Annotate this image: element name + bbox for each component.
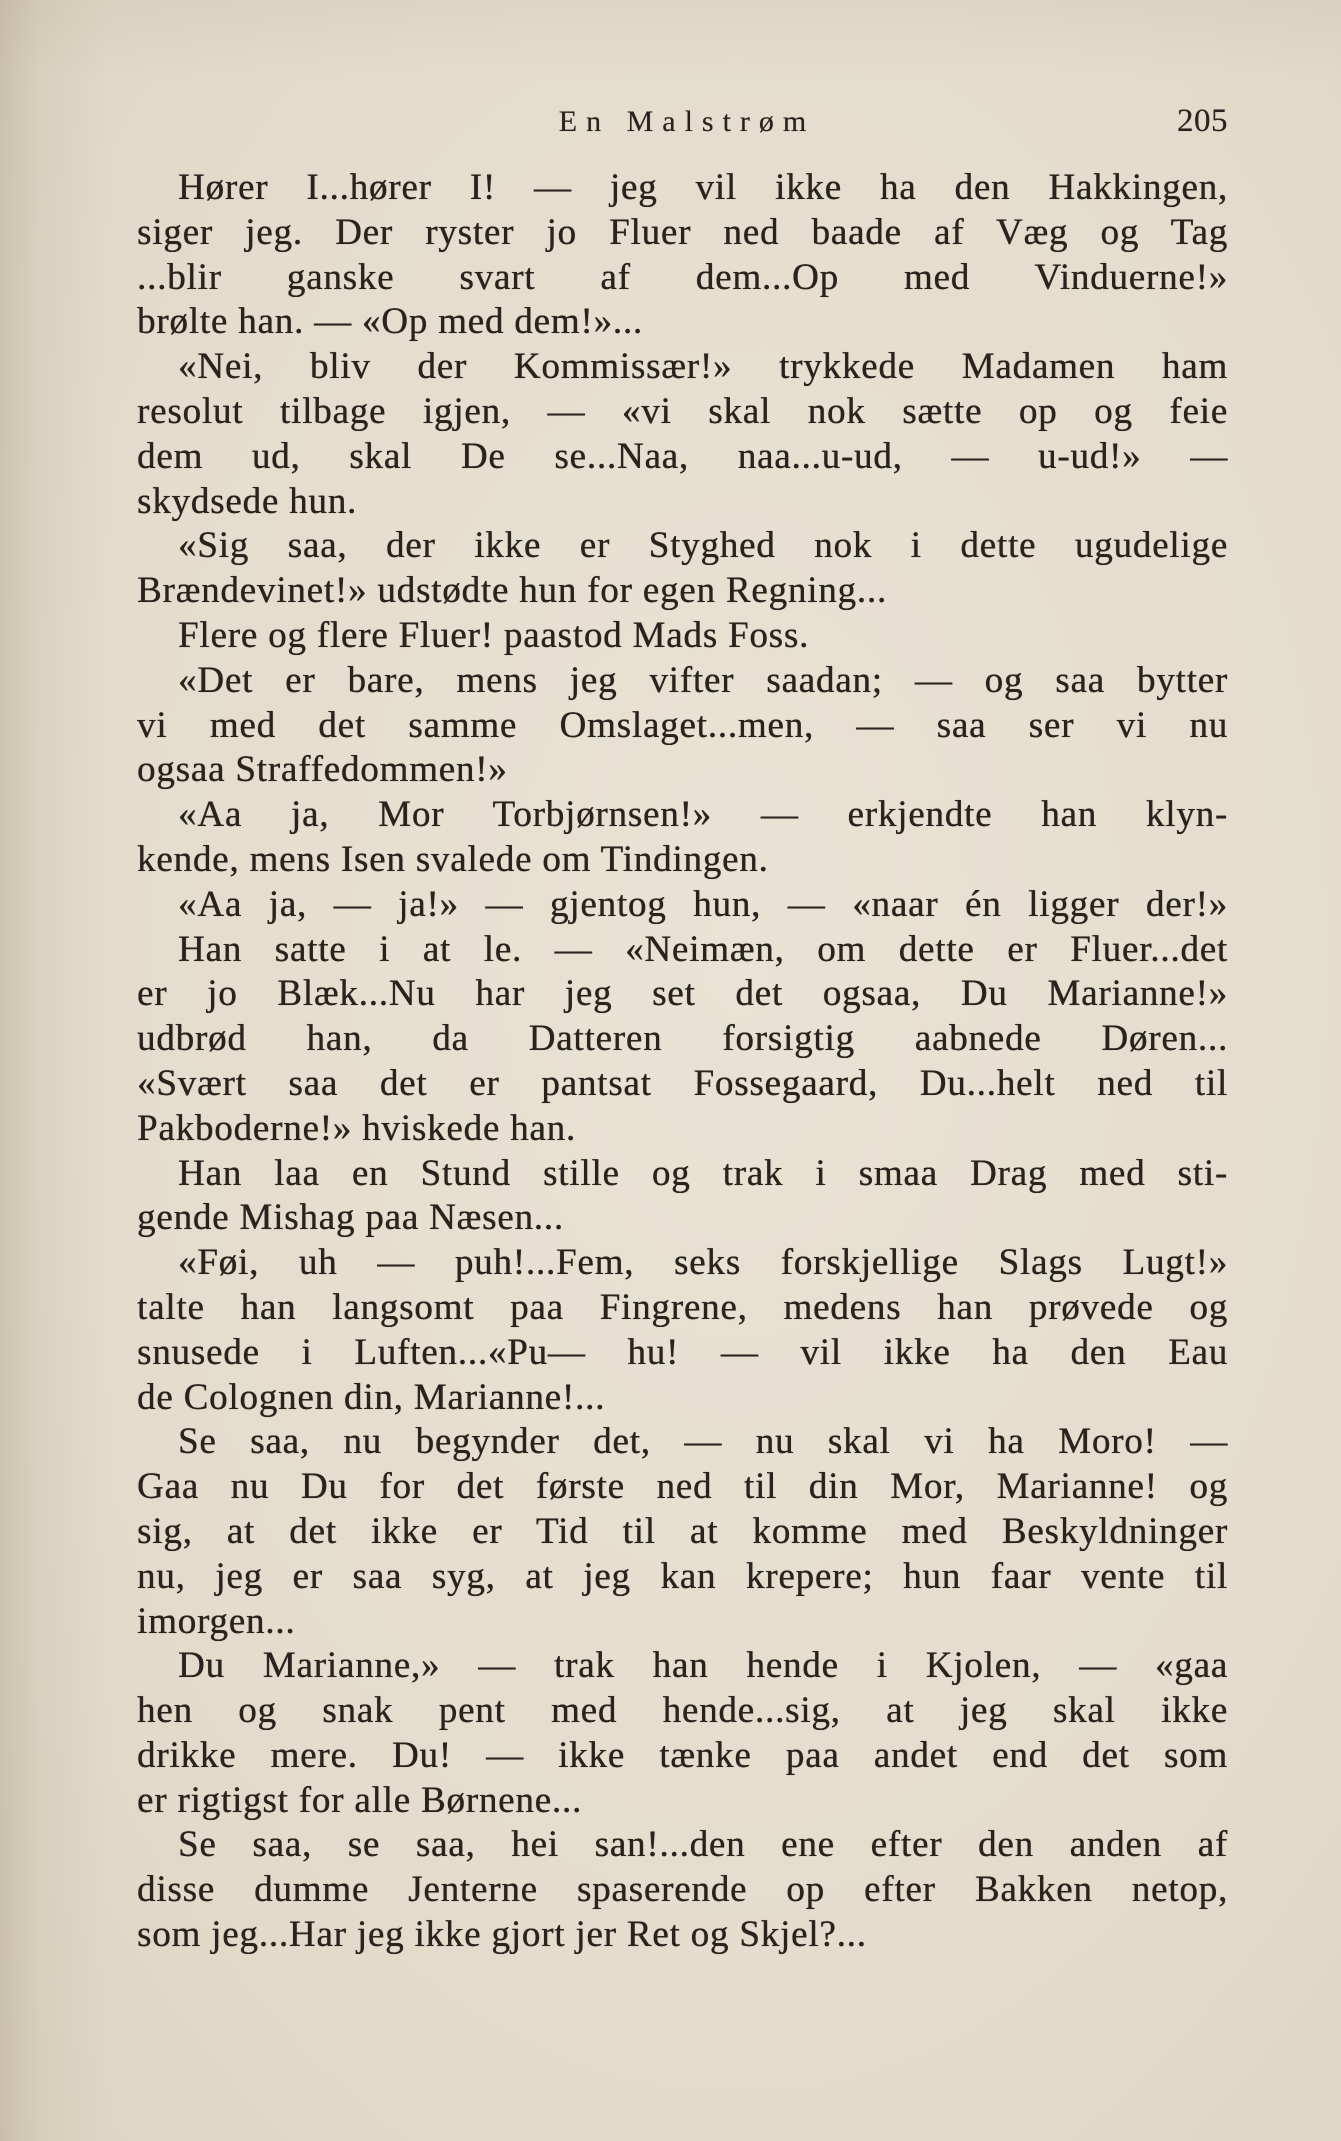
text-line: udbrød han, da Datteren forsigtig aabnede Døren... [137, 1018, 1228, 1060]
paragraph [137, 793, 1228, 883]
paragraph [137, 659, 1228, 793]
text-line: «Føi, uh — puh!...Fem, seks forskjellige Slags Lugt!» [178, 1242, 1228, 1284]
text-body [137, 166, 1228, 1958]
paragraph [137, 1152, 1228, 1242]
text-line: hen og snak pent med hende...sig, at jeg skal ikke [137, 1690, 1228, 1732]
paragraph [137, 883, 1228, 928]
text-line: snusede i Luften...«Pu— hu! — vil ikke ha den Eau [137, 1331, 1228, 1373]
paragraph [137, 1644, 1228, 1823]
text-line: Se saa, nu begynder det, — nu skal vi ha Moro! — [178, 1421, 1228, 1463]
text-line: kende, mens Isen svalede om Tindingen. [137, 838, 769, 880]
text-line: nu, jeg er saa syg, at jeg kan krepere; hun faar vente til [137, 1555, 1228, 1597]
text-line: «Svært saa det er pantsat Fossegaard, Du...helt ned til [137, 1062, 1228, 1104]
text-line: «Nei, bliv der Kommissær!» trykkede Madamen ham [178, 346, 1228, 388]
text-line: Han satte i at le. — «Neimæn, om dette er Fluer...det [178, 928, 1228, 970]
text-line: Du Marianne,» — trak han hende i Kjolen, — «gaa [178, 1645, 1228, 1687]
text-line: som jeg...Har jeg ikke gjort jer Ret og Skjel?... [137, 1914, 867, 1956]
text-line: Se saa, se saa, hei san!...den ene efter den anden af [178, 1824, 1228, 1866]
text-line: disse dumme Jenterne spaserende op efter Bakken netop, [137, 1869, 1228, 1911]
text-line: Flere og flere Fluer! paastod Mads Foss. [178, 614, 810, 656]
paragraph [137, 1420, 1228, 1644]
text-line: gende Mishag paa Næsen... [137, 1197, 564, 1239]
text-line: skydsede hun. [137, 480, 358, 522]
running-title: En Malstrøm [558, 105, 816, 138]
paragraph [137, 345, 1228, 524]
text-line: siger jeg. Der ryster jo Fluer ned baade af Væg og Tag [137, 211, 1228, 253]
text-line: «Det er bare, mens jeg vifter saadan; — og saa bytter [178, 659, 1228, 701]
text-line: «Sig saa, der ikke er Styghed nok i dette ugudelige [178, 525, 1228, 567]
text-line: dem ud, skal De se...Naa, naa...u-ud, — u-ud!» — [137, 435, 1228, 477]
text-line: «Aa ja, Mor Torbjørnsen!» — erkjendte han klyn- [178, 794, 1228, 836]
text-line: Gaa nu Du for det første ned til din Mor, Marianne! og [137, 1466, 1228, 1508]
text-line: Pakboderne!» hviskede han. [137, 1107, 576, 1149]
text-line: brølte han. — «Op med dem!»... [137, 301, 643, 343]
text-line: Brændevinet!» udstødte hun for egen Regning... [137, 570, 887, 612]
text-line: ...blir ganske svart af dem...Op med Vinduerne!» [137, 256, 1228, 298]
text-line: drikke mere. Du! — ikke tænke paa andet end det som [137, 1734, 1228, 1776]
paragraph [137, 1241, 1228, 1420]
text-line: talte han langsomt paa Fingrene, medens han prøvede og [137, 1286, 1228, 1328]
text-line: Hører I...hører I! — jeg vil ikke ha den Hakkingen, [178, 167, 1228, 208]
paragraph [137, 928, 1228, 1152]
text-line: Han laa en Stund stille og trak i smaa Drag med sti- [178, 1152, 1228, 1194]
text-line: er jo Blæk...Nu har jeg set det ogsaa, Du Marianne!» [137, 973, 1228, 1015]
text-line: imorgen... [137, 1600, 296, 1642]
text-line: sig, at det ikke er Tid til at komme med Beskyldninger [137, 1510, 1228, 1552]
paragraph [137, 524, 1228, 614]
running-head [137, 105, 1228, 145]
text-line: «Aa ja, — ja!» — gjentog hun, — «naar én ligger der!» [178, 883, 1228, 925]
text-line: ogsaa Straffedommen!» [137, 749, 508, 791]
paragraph [137, 1823, 1228, 1957]
paragraph [137, 166, 1228, 345]
paragraph [137, 614, 1228, 659]
text-line: vi med det samme Omslaget...men, — saa ser vi nu [137, 704, 1228, 746]
text-line: er rigtigst for alle Børnene... [137, 1779, 583, 1821]
text-line: resolut tilbage igjen, — «vi skal nok sætte op og feie [137, 390, 1228, 432]
page-number: 205 [1177, 103, 1228, 139]
text-line: de Colognen din, Marianne!... [137, 1376, 606, 1418]
